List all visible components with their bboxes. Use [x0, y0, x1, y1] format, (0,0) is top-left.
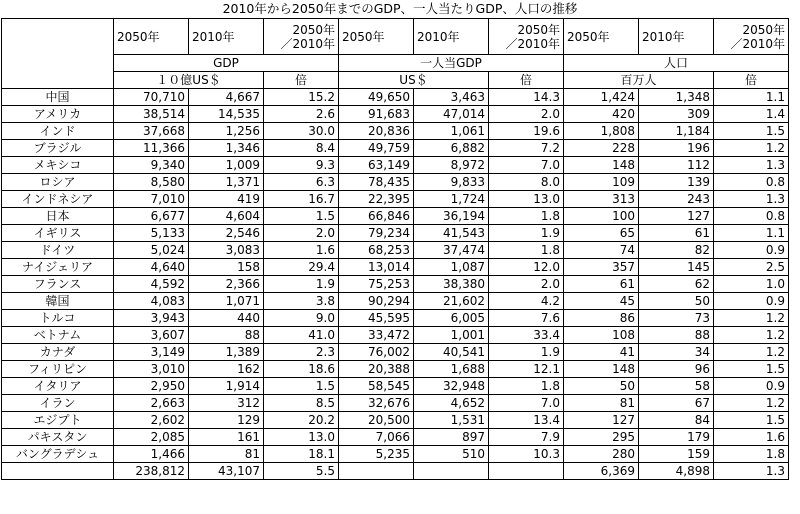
- pc-2010-cell: 36,194: [414, 208, 489, 225]
- gdp-2050-cell: 38,514: [114, 106, 189, 123]
- pc-ratio-cell: 33.4: [489, 327, 564, 344]
- pop-2050-cell: 148: [564, 361, 639, 378]
- pc-2050-cell: 13,014: [339, 259, 414, 276]
- pop-ratio-cell: 1.2: [714, 395, 789, 412]
- pop-2010-cell: 127: [639, 208, 714, 225]
- pop-ratio-cell: 1.4: [714, 106, 789, 123]
- pc-2050-cell: 22,395: [339, 191, 414, 208]
- country-name: ブラジル: [2, 140, 114, 157]
- gdp-ratio-cell: 1.6: [264, 242, 339, 259]
- country-name: イギリス: [2, 225, 114, 242]
- pc-2010-cell: 37,474: [414, 242, 489, 259]
- pc-ratio-cell: 7.0: [489, 157, 564, 174]
- pop-ratio-cell: 1.2: [714, 310, 789, 327]
- pop-2010-cell: 179: [639, 429, 714, 446]
- pc-ratio-cell: 1.8: [489, 242, 564, 259]
- pc-ratio-cell: 19.6: [489, 123, 564, 140]
- pc-2050-cell: 49,759: [339, 140, 414, 157]
- gdp-2050-cell: 3,149: [114, 344, 189, 361]
- pop-2050-cell: 45: [564, 293, 639, 310]
- pop-ratio-cell: 1.0: [714, 276, 789, 293]
- table-row: [2, 225, 789, 242]
- gdp-ratio-cell: 2.0: [264, 225, 339, 242]
- country-name: パキスタン: [2, 429, 114, 446]
- table-row: [2, 446, 789, 463]
- totals-row: [2, 463, 789, 480]
- table-row: [2, 89, 789, 106]
- gdp-2050-cell: 8,580: [114, 174, 189, 191]
- totals-label-cell: [2, 463, 114, 480]
- country-name: ナイジェリア: [2, 259, 114, 276]
- pop-ratio-cell: 0.9: [714, 378, 789, 395]
- pop-2050-cell: 1,424: [564, 89, 639, 106]
- gdp-2050-cell: 3,010: [114, 361, 189, 378]
- group-pop-header: 人口: [564, 55, 789, 72]
- pop-ratio-cell: 1.3: [714, 157, 789, 174]
- total-pop-ratio-cell: 1.3: [714, 463, 789, 480]
- pop-ratio-cell: 1.5: [714, 412, 789, 429]
- unit-pop-times: 倍: [714, 72, 789, 89]
- pc-ratio-cell: 2.0: [489, 106, 564, 123]
- pc-ratio-cell: 8.0: [489, 174, 564, 191]
- gdp-2050-cell: 70,710: [114, 89, 189, 106]
- pop-2010-cell: 82: [639, 242, 714, 259]
- pc-ratio-cell: 1.8: [489, 378, 564, 395]
- pop-2050-cell: 41: [564, 344, 639, 361]
- gdp-ratio-cell: 41.0: [264, 327, 339, 344]
- pop-2050-cell: 74: [564, 242, 639, 259]
- pop-2050-cell: 100: [564, 208, 639, 225]
- table-row: [2, 140, 789, 157]
- pop-2050-cell: 313: [564, 191, 639, 208]
- pop-ratio-cell: 1.8: [714, 446, 789, 463]
- country-name: ドイツ: [2, 242, 114, 259]
- pc-2050-cell: 63,149: [339, 157, 414, 174]
- country-name: アメリカ: [2, 106, 114, 123]
- gdp-ratio-cell: 30.0: [264, 123, 339, 140]
- pop-2050-cell: 127: [564, 412, 639, 429]
- table-row: [2, 310, 789, 327]
- pc-2010-cell: 6,882: [414, 140, 489, 157]
- pop-ratio-cell: 1.3: [714, 191, 789, 208]
- gdp-2010-cell: 2,366: [189, 276, 264, 293]
- pc-2010-cell: 3,463: [414, 89, 489, 106]
- table-row: [2, 395, 789, 412]
- corner-cell: [2, 19, 114, 89]
- pc-ratio-cell: 1.9: [489, 344, 564, 361]
- pc-2050-header: 2050年: [339, 19, 414, 55]
- gdp-2010-cell: 14,535: [189, 106, 264, 123]
- country-name: イラン: [2, 395, 114, 412]
- country-name: 中国: [2, 89, 114, 106]
- country-name: カナダ: [2, 344, 114, 361]
- pop-2050-cell: 61: [564, 276, 639, 293]
- country-name: 日本: [2, 208, 114, 225]
- pc-2010-cell: 9,833: [414, 174, 489, 191]
- pop-2010-cell: 67: [639, 395, 714, 412]
- pc-2010-header: 2010年: [414, 19, 489, 55]
- pop-ratio-cell: 2.5: [714, 259, 789, 276]
- total-gdp-ratio-cell: 5.5: [264, 463, 339, 480]
- pc-2050-cell: 5,235: [339, 446, 414, 463]
- gdp-2010-cell: 1,389: [189, 344, 264, 361]
- gdp-ratio-cell: 18.6: [264, 361, 339, 378]
- pc-ratio-cell: 1.8: [489, 208, 564, 225]
- table-row: [2, 412, 789, 429]
- pop-2010-cell: 62: [639, 276, 714, 293]
- pop-2050-cell: 1,808: [564, 123, 639, 140]
- pc-2010-cell: 41,543: [414, 225, 489, 242]
- pop-2050-header: 2050年: [564, 19, 639, 55]
- table-row: [2, 259, 789, 276]
- gdp-2050-cell: 5,024: [114, 242, 189, 259]
- pop-2010-cell: 34: [639, 344, 714, 361]
- pc-ratio-cell: 7.6: [489, 310, 564, 327]
- gdp-2050-cell: 4,640: [114, 259, 189, 276]
- gdp-2010-header: 2010年: [189, 19, 264, 55]
- pc-ratio-header: 2050年 ／2010年: [489, 19, 564, 55]
- gdp-2010-cell: 158: [189, 259, 264, 276]
- pop-2050-cell: 295: [564, 429, 639, 446]
- pc-2010-cell: 897: [414, 429, 489, 446]
- gdp-2050-cell: 2,950: [114, 378, 189, 395]
- pc-2010-cell: 4,652: [414, 395, 489, 412]
- pop-ratio-cell: 1.2: [714, 344, 789, 361]
- group-gdp-header: GDP: [114, 55, 339, 72]
- country-name: メキシコ: [2, 157, 114, 174]
- table-row: [2, 293, 789, 310]
- pc-2050-cell: 78,435: [339, 174, 414, 191]
- gdp-2010-cell: 129: [189, 412, 264, 429]
- group-pc-header: 一人当GDP: [339, 55, 564, 72]
- gdp-ratio-cell: 6.3: [264, 174, 339, 191]
- pop-2050-cell: 108: [564, 327, 639, 344]
- gdp-2010-cell: 1,009: [189, 157, 264, 174]
- table-title: 2010年から2050年までのGDP、一人当たりGDP、人口の推移: [222, 1, 578, 16]
- pc-2050-cell: 45,595: [339, 310, 414, 327]
- pc-ratio-cell: 10.3: [489, 446, 564, 463]
- table-row: [2, 276, 789, 293]
- gdp-2010-cell: 1,914: [189, 378, 264, 395]
- pop-ratio-cell: 0.8: [714, 208, 789, 225]
- gdp-2050-header: 2050年: [114, 19, 189, 55]
- table-row: [2, 429, 789, 446]
- gdp-ratio-cell: 1.5: [264, 378, 339, 395]
- unit-pc: US＄: [339, 72, 489, 89]
- pc-2010-cell: 1,531: [414, 412, 489, 429]
- total-pop-2010-cell: 4,898: [639, 463, 714, 480]
- pc-2010-cell: 1,724: [414, 191, 489, 208]
- table-row: [2, 208, 789, 225]
- gdp-ratio-cell: 1.5: [264, 208, 339, 225]
- pop-2010-cell: 309: [639, 106, 714, 123]
- gdp-ratio-cell: 18.1: [264, 446, 339, 463]
- gdp-2010-cell: 1,371: [189, 174, 264, 191]
- pop-2010-cell: 50: [639, 293, 714, 310]
- gdp-ratio-cell: 29.4: [264, 259, 339, 276]
- gdp-2010-cell: 312: [189, 395, 264, 412]
- pc-2010-cell: 1,688: [414, 361, 489, 378]
- pc-2050-cell: 90,294: [339, 293, 414, 310]
- pop-2050-cell: 357: [564, 259, 639, 276]
- pc-ratio-cell: 12.1: [489, 361, 564, 378]
- gdp-ratio-cell: 15.2: [264, 89, 339, 106]
- gdp-2050-cell: 2,085: [114, 429, 189, 446]
- gdp-ratio-cell: 13.0: [264, 429, 339, 446]
- table-row: [2, 123, 789, 140]
- pop-2050-cell: 81: [564, 395, 639, 412]
- pop-ratio-cell: 1.5: [714, 123, 789, 140]
- gdp-2050-cell: 2,663: [114, 395, 189, 412]
- pc-ratio-cell: 14.3: [489, 89, 564, 106]
- data-table: [1, 18, 789, 480]
- gdp-ratio-cell: 9.3: [264, 157, 339, 174]
- pop-ratio-cell: 0.8: [714, 174, 789, 191]
- gdp-2010-cell: 81: [189, 446, 264, 463]
- total-pop-2050-cell: 6,369: [564, 463, 639, 480]
- pc-2050-cell: 58,545: [339, 378, 414, 395]
- header-row-units: [2, 72, 789, 89]
- country-name: イタリア: [2, 378, 114, 395]
- gdp-ratio-cell: 8.5: [264, 395, 339, 412]
- gdp-2050-cell: 37,668: [114, 123, 189, 140]
- country-name: インド: [2, 123, 114, 140]
- pc-ratio-cell: 7.0: [489, 395, 564, 412]
- gdp-2050-cell: 2,602: [114, 412, 189, 429]
- pop-ratio-cell: 0.9: [714, 293, 789, 310]
- pop-2010-cell: 145: [639, 259, 714, 276]
- pop-2010-cell: 1,184: [639, 123, 714, 140]
- gdp-2010-cell: 1,256: [189, 123, 264, 140]
- country-name: ベトナム: [2, 327, 114, 344]
- table-row: [2, 378, 789, 395]
- total-empty-cell: [339, 463, 414, 480]
- pc-2050-cell: 75,253: [339, 276, 414, 293]
- table-row: [2, 106, 789, 123]
- gdp-2010-cell: 3,083: [189, 242, 264, 259]
- pc-ratio-cell: 4.2: [489, 293, 564, 310]
- country-name: フランス: [2, 276, 114, 293]
- country-name: トルコ: [2, 310, 114, 327]
- pop-2050-cell: 228: [564, 140, 639, 157]
- pc-ratio-cell: 7.2: [489, 140, 564, 157]
- gdp-ratio-cell: 16.7: [264, 191, 339, 208]
- total-gdp-2010-cell: 43,107: [189, 463, 264, 480]
- pop-2010-header: 2010年: [639, 19, 714, 55]
- country-name: ロシア: [2, 174, 114, 191]
- gdp-ratio-cell: 2.3: [264, 344, 339, 361]
- country-name: エジプト: [2, 412, 114, 429]
- pop-ratio-cell: 1.6: [714, 429, 789, 446]
- gdp-ratio-cell: 20.2: [264, 412, 339, 429]
- pop-ratio-header: 2050年 ／2010年: [714, 19, 789, 55]
- pc-2010-cell: 8,972: [414, 157, 489, 174]
- pc-2050-cell: 32,676: [339, 395, 414, 412]
- pc-2010-cell: 38,380: [414, 276, 489, 293]
- gdp-2010-cell: 88: [189, 327, 264, 344]
- header-row-groups: [2, 55, 789, 72]
- pop-2010-cell: 88: [639, 327, 714, 344]
- gdp-2010-cell: 4,667: [189, 89, 264, 106]
- pop-2010-cell: 61: [639, 225, 714, 242]
- gdp-ratio-cell: 2.6: [264, 106, 339, 123]
- table-row: [2, 191, 789, 208]
- gdp-2010-cell: 440: [189, 310, 264, 327]
- table-row: [2, 174, 789, 191]
- unit-gdp-times: 倍: [264, 72, 339, 89]
- gdp-2010-cell: 162: [189, 361, 264, 378]
- pc-ratio-cell: 12.0: [489, 259, 564, 276]
- pop-2050-cell: 148: [564, 157, 639, 174]
- pc-2050-cell: 20,836: [339, 123, 414, 140]
- pc-2010-cell: 47,014: [414, 106, 489, 123]
- header-row-periods: [2, 19, 789, 55]
- table-row: [2, 327, 789, 344]
- pop-ratio-cell: 1.1: [714, 89, 789, 106]
- unit-pc-times: 倍: [489, 72, 564, 89]
- unit-pop: 百万人: [564, 72, 714, 89]
- gdp-2050-cell: 4,083: [114, 293, 189, 310]
- pc-2010-cell: 1,061: [414, 123, 489, 140]
- pc-2010-cell: 40,541: [414, 344, 489, 361]
- pop-ratio-cell: 0.9: [714, 242, 789, 259]
- country-name: 韓国: [2, 293, 114, 310]
- pc-ratio-cell: 13.0: [489, 191, 564, 208]
- pc-ratio-cell: 2.0: [489, 276, 564, 293]
- pop-ratio-cell: 1.2: [714, 140, 789, 157]
- table-row: [2, 242, 789, 259]
- pc-2050-cell: 20,388: [339, 361, 414, 378]
- pc-2050-cell: 66,846: [339, 208, 414, 225]
- total-gdp-2050-cell: 238,812: [114, 463, 189, 480]
- pc-2010-cell: 1,001: [414, 327, 489, 344]
- pop-2010-cell: 58: [639, 378, 714, 395]
- pop-2050-cell: 86: [564, 310, 639, 327]
- table-row: [2, 157, 789, 174]
- total-empty-cell: [489, 463, 564, 480]
- unit-gdp: １０億US＄: [114, 72, 264, 89]
- pc-ratio-cell: 13.4: [489, 412, 564, 429]
- pc-2050-cell: 68,253: [339, 242, 414, 259]
- pop-2010-cell: 112: [639, 157, 714, 174]
- pc-2010-cell: 32,948: [414, 378, 489, 395]
- pc-2050-cell: 91,683: [339, 106, 414, 123]
- gdp-ratio-header: 2050年 ／2010年: [264, 19, 339, 55]
- gdp-2050-cell: 7,010: [114, 191, 189, 208]
- gdp-2050-cell: 4,592: [114, 276, 189, 293]
- gdp-2010-cell: 161: [189, 429, 264, 446]
- pop-ratio-cell: 1.2: [714, 327, 789, 344]
- gdp-ratio-cell: 9.0: [264, 310, 339, 327]
- pop-ratio-cell: 1.1: [714, 225, 789, 242]
- pc-2050-cell: 33,472: [339, 327, 414, 344]
- gdp-ratio-cell: 3.8: [264, 293, 339, 310]
- pop-2050-cell: 280: [564, 446, 639, 463]
- country-name: インドネシア: [2, 191, 114, 208]
- gdp-2050-cell: 11,366: [114, 140, 189, 157]
- gdp-2050-cell: 6,677: [114, 208, 189, 225]
- gdp-2010-cell: 4,604: [189, 208, 264, 225]
- pop-2010-cell: 1,348: [639, 89, 714, 106]
- pop-2010-cell: 84: [639, 412, 714, 429]
- pc-2010-cell: 510: [414, 446, 489, 463]
- pc-2050-cell: 79,234: [339, 225, 414, 242]
- total-empty-cell: [414, 463, 489, 480]
- gdp-2010-cell: 419: [189, 191, 264, 208]
- country-name: バングラデシュ: [2, 446, 114, 463]
- pc-ratio-cell: 1.9: [489, 225, 564, 242]
- gdp-ratio-cell: 1.9: [264, 276, 339, 293]
- pop-2010-cell: 196: [639, 140, 714, 157]
- pop-2050-cell: 420: [564, 106, 639, 123]
- pc-2050-cell: 49,650: [339, 89, 414, 106]
- gdp-2050-cell: 5,133: [114, 225, 189, 242]
- pop-2010-cell: 96: [639, 361, 714, 378]
- pc-2050-cell: 7,066: [339, 429, 414, 446]
- pop-2010-cell: 159: [639, 446, 714, 463]
- pop-2010-cell: 73: [639, 310, 714, 327]
- gdp-2010-cell: 1,071: [189, 293, 264, 310]
- pop-2050-cell: 65: [564, 225, 639, 242]
- pc-2050-cell: 20,500: [339, 412, 414, 429]
- pop-2050-cell: 109: [564, 174, 639, 191]
- gdp-2050-cell: 1,466: [114, 446, 189, 463]
- gdp-2050-cell: 3,943: [114, 310, 189, 327]
- pop-2010-cell: 139: [639, 174, 714, 191]
- pop-2010-cell: 243: [639, 191, 714, 208]
- pc-2010-cell: 1,087: [414, 259, 489, 276]
- gdp-2010-cell: 2,546: [189, 225, 264, 242]
- pc-ratio-cell: 7.9: [489, 429, 564, 446]
- pc-2050-cell: 76,002: [339, 344, 414, 361]
- pc-2010-cell: 21,602: [414, 293, 489, 310]
- gdp-2050-cell: 9,340: [114, 157, 189, 174]
- gdp-2010-cell: 1,346: [189, 140, 264, 157]
- gdp-2050-cell: 3,607: [114, 327, 189, 344]
- gdp-ratio-cell: 8.4: [264, 140, 339, 157]
- pc-2010-cell: 6,005: [414, 310, 489, 327]
- pop-ratio-cell: 1.5: [714, 361, 789, 378]
- country-name: フィリピン: [2, 361, 114, 378]
- table-row: [2, 344, 789, 361]
- table-row: [2, 361, 789, 378]
- pop-2050-cell: 50: [564, 378, 639, 395]
